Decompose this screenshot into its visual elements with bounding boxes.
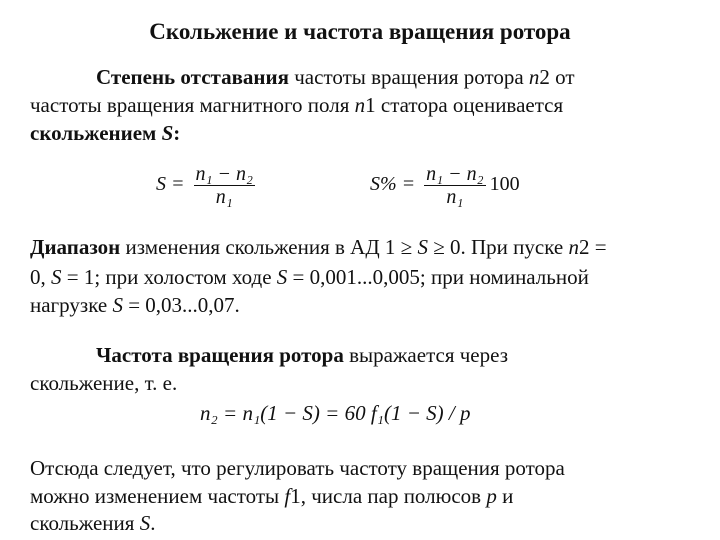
var-S: S	[276, 265, 288, 289]
term-lag-degree: Степень отставания	[96, 65, 289, 89]
numerator: n₁ − n₂	[426, 163, 484, 185]
formula-slip	[156, 163, 259, 208]
text: 0,	[30, 265, 51, 289]
text: и	[496, 484, 514, 508]
var-n: n	[568, 235, 579, 259]
paragraph-range-line3	[30, 292, 240, 319]
colon: :	[173, 121, 181, 145]
term-range: Диапазон	[30, 235, 121, 259]
var-S: S	[51, 265, 62, 289]
paragraph-slip-definition-line1	[96, 64, 575, 91]
paragraph-slip-definition-line3	[30, 120, 180, 147]
paragraph-range-line1	[30, 234, 607, 261]
text: частоты вращения ротора	[289, 65, 529, 89]
paragraph-conclusion-line2	[30, 483, 513, 510]
text: = 0,001...0,005; при номинальной	[287, 265, 589, 289]
formula-lhs: S =	[156, 173, 185, 196]
term-slip: скольжением	[30, 121, 162, 145]
text: можно изменением частоты	[30, 484, 285, 508]
var-n: n	[354, 93, 366, 117]
var-n: n	[528, 65, 540, 89]
formula-rotor-speed: n₂ = n₁(1 − S) = 60 f₁(1 − S) / p	[200, 401, 471, 425]
paragraph-rotor-speed-line1	[96, 342, 508, 369]
term-rotor-speed: Частота вращения ротора	[96, 343, 344, 367]
paragraph-range-line2	[30, 264, 589, 291]
index-1: 1	[365, 93, 376, 117]
text: .	[150, 511, 156, 535]
var-S: S	[139, 511, 151, 535]
text: выражается через	[343, 343, 508, 367]
text: = 1; при холостом ходе	[61, 265, 277, 289]
var-S: S	[417, 235, 428, 259]
paragraph-slip-definition-line2	[30, 92, 563, 119]
var-S: S	[161, 121, 174, 145]
denominator: n₁	[446, 186, 464, 208]
denominator: n₁	[215, 186, 233, 208]
paragraph-rotor-speed-line2: скольжение, т. е.	[30, 371, 178, 395]
paragraph-conclusion-line3	[30, 510, 155, 537]
paragraph-conclusion-line1: Отсюда следует, что регулировать частоту вращения ротора	[30, 456, 565, 480]
index-2: 2	[539, 65, 550, 89]
text: скольжения	[30, 511, 140, 535]
text: частоты вращения магнитного поля	[30, 93, 355, 117]
text: нагрузке	[30, 293, 113, 317]
var-p: p	[486, 484, 497, 508]
text: 1, числа пар полюсов	[290, 484, 487, 508]
formula-slip-percent	[370, 163, 520, 208]
text: от	[549, 65, 575, 89]
text: ≥ 0. При пуске	[427, 235, 569, 259]
var-S: S	[112, 293, 123, 317]
numerator: n₁ − n₂	[195, 163, 253, 185]
fraction	[194, 163, 255, 208]
fraction	[424, 163, 485, 208]
text: = 0,03...0,07.	[122, 293, 240, 317]
formula-lhs: S% =	[370, 173, 416, 196]
text: статора оценивается	[375, 93, 564, 117]
page-title: Скольжение и частота вращения ротора	[149, 19, 571, 44]
multiplier: 100	[489, 173, 520, 196]
text: 2 =	[578, 235, 607, 259]
text: изменения скольжения в АД 1 ≥	[120, 235, 418, 259]
var-f: f	[284, 484, 291, 508]
